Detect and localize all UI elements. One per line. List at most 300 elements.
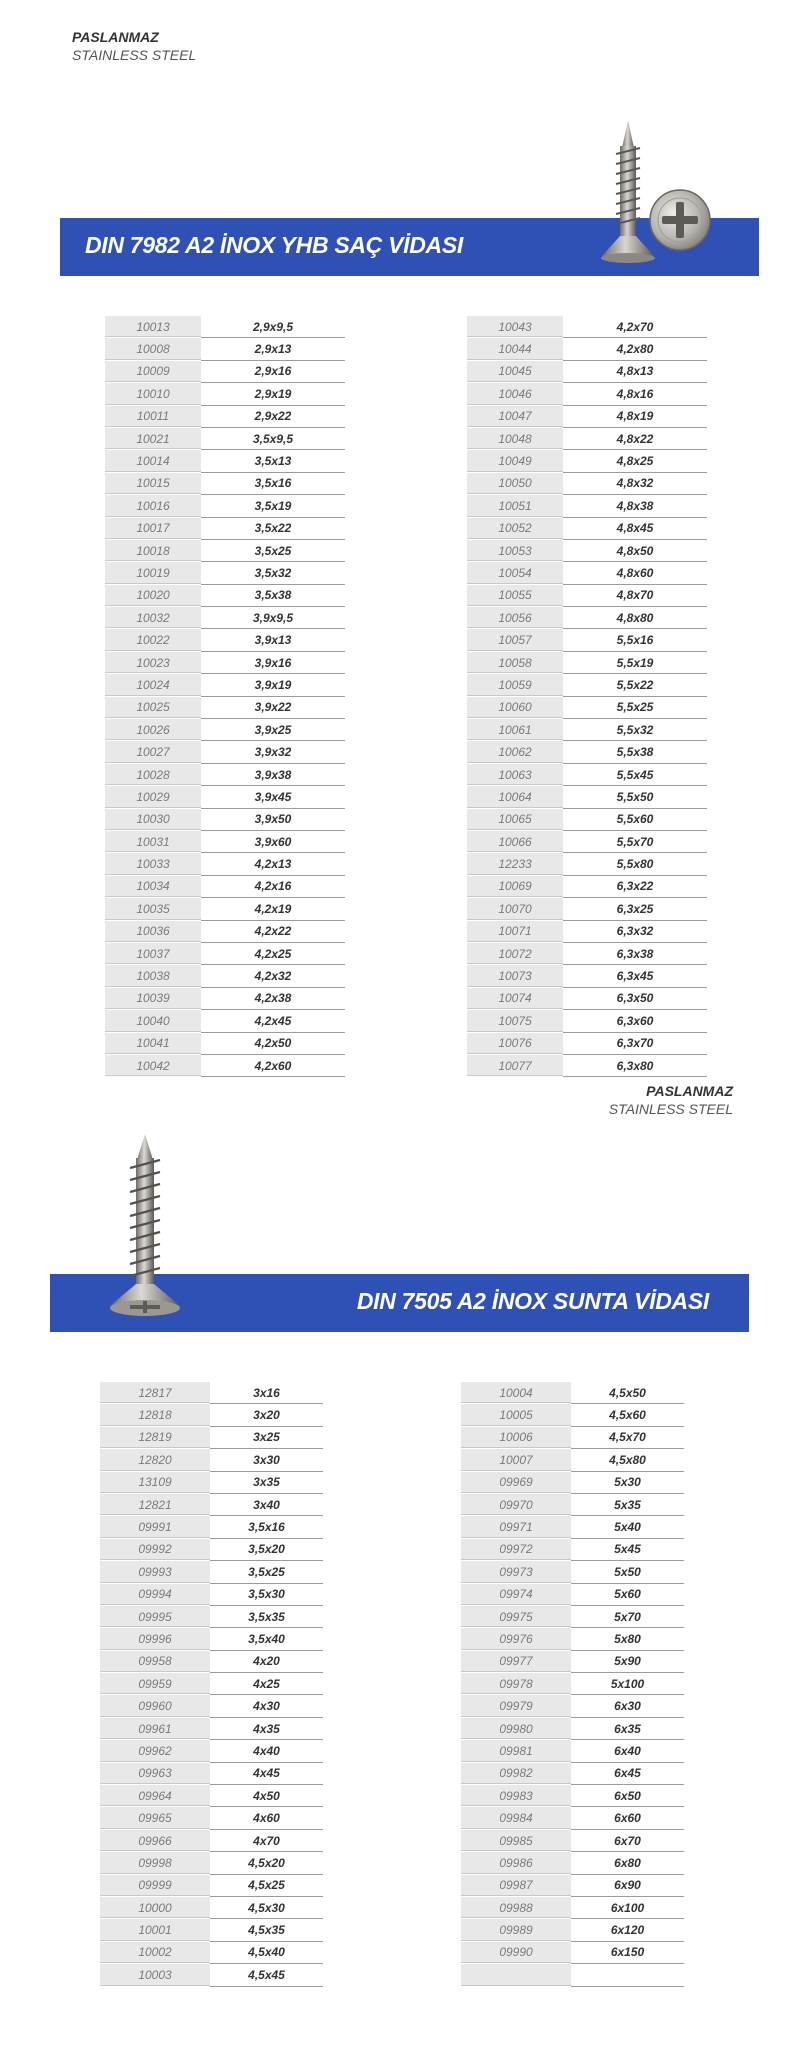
screw-size: 5x45 bbox=[571, 1538, 684, 1560]
screw-size: 5,5x70 bbox=[563, 830, 707, 852]
category-en: STAINLESS STEEL bbox=[72, 47, 197, 63]
screw-size: 3,9x13 bbox=[201, 629, 345, 651]
product-code: 10015 bbox=[105, 472, 201, 494]
screw-size: 3x30 bbox=[210, 1449, 323, 1471]
screw-size: 3,9x19 bbox=[201, 674, 345, 696]
product-code: 10027 bbox=[105, 741, 201, 763]
screw-size: 4x40 bbox=[210, 1740, 323, 1762]
screw-size: 3x25 bbox=[210, 1426, 323, 1448]
table-row bbox=[461, 1829, 684, 1851]
product-code: 10077 bbox=[467, 1054, 563, 1076]
screw-size: 6x80 bbox=[571, 1852, 684, 1874]
table-row bbox=[105, 405, 345, 427]
product-code: 12821 bbox=[100, 1493, 210, 1515]
table-row bbox=[105, 898, 345, 920]
table-row bbox=[105, 316, 345, 338]
product-code: 10037 bbox=[105, 942, 201, 964]
screw-size: 6x40 bbox=[571, 1740, 684, 1762]
product-code: 09989 bbox=[461, 1919, 571, 1941]
category-label bbox=[72, 28, 196, 64]
table-row bbox=[461, 1561, 684, 1583]
table-row bbox=[105, 808, 345, 830]
table-row bbox=[105, 987, 345, 1009]
product-code: 09964 bbox=[100, 1785, 210, 1807]
table-row bbox=[461, 1650, 684, 1672]
table-row bbox=[100, 1695, 323, 1717]
screw-size: 5,5x22 bbox=[563, 674, 707, 696]
table-row bbox=[100, 1561, 323, 1583]
product-code: 09980 bbox=[461, 1717, 571, 1739]
product-code: 10038 bbox=[105, 965, 201, 987]
product-code: 09972 bbox=[461, 1538, 571, 1560]
product-code: 10040 bbox=[105, 1010, 201, 1032]
product-code: 10036 bbox=[105, 920, 201, 942]
screw-size: 3,9x16 bbox=[201, 651, 345, 673]
table-row bbox=[467, 853, 707, 875]
screw-size: 5x50 bbox=[571, 1561, 684, 1583]
table-row bbox=[461, 1762, 684, 1784]
table-row bbox=[461, 1740, 684, 1762]
table-row bbox=[467, 786, 707, 808]
table-row bbox=[100, 1471, 323, 1493]
product-code: 10059 bbox=[467, 674, 563, 696]
table-row bbox=[105, 875, 345, 897]
product-code: 10035 bbox=[105, 898, 201, 920]
product-code: 09979 bbox=[461, 1695, 571, 1717]
product-code: 09990 bbox=[461, 1941, 571, 1963]
table-row bbox=[100, 1785, 323, 1807]
product-code: 10009 bbox=[105, 360, 201, 382]
table-row bbox=[105, 786, 345, 808]
table-row bbox=[105, 1032, 345, 1054]
screw-size: 5x90 bbox=[571, 1650, 684, 1672]
table-row bbox=[100, 1382, 323, 1404]
product-code: 10032 bbox=[105, 607, 201, 629]
table-row bbox=[105, 719, 345, 741]
screw-size: 3,5x22 bbox=[201, 517, 345, 539]
product-code: 10020 bbox=[105, 584, 201, 606]
screw-size: 4,8x70 bbox=[563, 584, 707, 606]
product-code: 09973 bbox=[461, 1561, 571, 1583]
screw-size bbox=[571, 1964, 684, 1986]
table-row bbox=[467, 584, 707, 606]
product-code: 10061 bbox=[467, 719, 563, 741]
table-row bbox=[105, 562, 345, 584]
screw-size: 3x35 bbox=[210, 1471, 323, 1493]
table-row bbox=[467, 1010, 707, 1032]
product-code: 10041 bbox=[105, 1032, 201, 1054]
screw-size: 4,2x19 bbox=[201, 898, 345, 920]
screw-size: 4,2x32 bbox=[201, 965, 345, 987]
product-code: 09963 bbox=[100, 1762, 210, 1784]
table-row bbox=[461, 1673, 684, 1695]
screw-size: 6x70 bbox=[571, 1829, 684, 1851]
screw-size: 4,2x50 bbox=[201, 1032, 345, 1054]
product-code: 10005 bbox=[461, 1404, 571, 1426]
table-row bbox=[461, 1471, 684, 1493]
table-row bbox=[461, 1919, 684, 1941]
table-row bbox=[467, 898, 707, 920]
screw-size: 5,5x60 bbox=[563, 808, 707, 830]
product-code: 10019 bbox=[105, 562, 201, 584]
table-row bbox=[100, 1919, 323, 1941]
table-row bbox=[105, 651, 345, 673]
category-tr: PASLANMAZ bbox=[646, 1083, 733, 1099]
table-row bbox=[467, 383, 707, 405]
product-code: 10030 bbox=[105, 808, 201, 830]
product-code: 10073 bbox=[467, 965, 563, 987]
product-code: 09959 bbox=[100, 1673, 210, 1695]
product-code: 10060 bbox=[467, 696, 563, 718]
screw-size: 5,5x19 bbox=[563, 651, 707, 673]
spec-table-right bbox=[461, 1382, 684, 1987]
product-code: 09995 bbox=[100, 1605, 210, 1627]
product-code: 09969 bbox=[461, 1471, 571, 1493]
product-code: 10050 bbox=[467, 472, 563, 494]
screw-size: 4,8x32 bbox=[563, 472, 707, 494]
table-row bbox=[100, 1852, 323, 1874]
product-code: 09961 bbox=[100, 1717, 210, 1739]
screw-size: 6x150 bbox=[571, 1941, 684, 1963]
category-tr: PASLANMAZ bbox=[72, 29, 159, 45]
self-tapping-screw-image bbox=[590, 118, 720, 268]
table-row bbox=[105, 965, 345, 987]
screw-size: 6x100 bbox=[571, 1896, 684, 1918]
table-row bbox=[100, 1650, 323, 1672]
table-row bbox=[467, 450, 707, 472]
product-code: 10044 bbox=[467, 338, 563, 360]
table-row bbox=[461, 1493, 684, 1515]
product-code: 10034 bbox=[105, 875, 201, 897]
screw-size: 4x30 bbox=[210, 1695, 323, 1717]
screw-size: 5,5x32 bbox=[563, 719, 707, 741]
screw-size: 4,5x45 bbox=[210, 1964, 323, 1986]
table-row bbox=[105, 1054, 345, 1076]
screw-size: 5,5x25 bbox=[563, 696, 707, 718]
screw-size: 4x60 bbox=[210, 1807, 323, 1829]
screw-size: 3,9x60 bbox=[201, 830, 345, 852]
table-row bbox=[467, 360, 707, 382]
product-code: 09975 bbox=[461, 1605, 571, 1627]
screw-size: 4,5x60 bbox=[571, 1404, 684, 1426]
screw-size: 4,2x45 bbox=[201, 1010, 345, 1032]
product-code: 10045 bbox=[467, 360, 563, 382]
screw-size: 4x20 bbox=[210, 1650, 323, 1672]
table-row bbox=[105, 607, 345, 629]
product-code: 10065 bbox=[467, 808, 563, 830]
product-code: 12818 bbox=[100, 1404, 210, 1426]
product-code: 09962 bbox=[100, 1740, 210, 1762]
screw-size: 3,9x32 bbox=[201, 741, 345, 763]
screw-size: 6x35 bbox=[571, 1717, 684, 1739]
product-code: 09991 bbox=[100, 1516, 210, 1538]
product-code: 10014 bbox=[105, 450, 201, 472]
screw-size: 4,2x70 bbox=[563, 316, 707, 338]
product-code: 10025 bbox=[105, 696, 201, 718]
product-title: DIN 7505 A2 İNOX SUNTA VİDASI bbox=[356, 1288, 709, 1314]
product-code: 10000 bbox=[100, 1896, 210, 1918]
product-code: 10011 bbox=[105, 405, 201, 427]
screw-size: 6,3x22 bbox=[563, 875, 707, 897]
screw-size: 4x70 bbox=[210, 1829, 323, 1851]
screw-size: 4,8x50 bbox=[563, 539, 707, 561]
product-code: 09971 bbox=[461, 1516, 571, 1538]
product-code: 09966 bbox=[100, 1829, 210, 1851]
product-code: 09999 bbox=[100, 1874, 210, 1896]
screw-size: 3x40 bbox=[210, 1493, 323, 1515]
screw-size: 3,5x16 bbox=[201, 472, 345, 494]
screw-size: 6x60 bbox=[571, 1807, 684, 1829]
screw-size: 5x40 bbox=[571, 1516, 684, 1538]
table-row bbox=[467, 719, 707, 741]
product-code: 10023 bbox=[105, 651, 201, 673]
category-en: STAINLESS STEEL bbox=[608, 1101, 733, 1117]
screw-size: 4,8x60 bbox=[563, 562, 707, 584]
table-row bbox=[105, 741, 345, 763]
product-code: 09978 bbox=[461, 1673, 571, 1695]
table-row bbox=[100, 1449, 323, 1471]
screw-size: 5x80 bbox=[571, 1628, 684, 1650]
table-row bbox=[105, 920, 345, 942]
product-code: 09958 bbox=[100, 1650, 210, 1672]
product-code: 10008 bbox=[105, 338, 201, 360]
screw-size: 2,9x9,5 bbox=[201, 316, 345, 338]
product-code: 09981 bbox=[461, 1740, 571, 1762]
screw-size: 3,5x13 bbox=[201, 450, 345, 472]
screw-size: 2,9x19 bbox=[201, 383, 345, 405]
table-row bbox=[467, 920, 707, 942]
screw-size: 4x25 bbox=[210, 1673, 323, 1695]
table-row bbox=[105, 763, 345, 785]
product-code: 10007 bbox=[461, 1449, 571, 1471]
table-row bbox=[467, 965, 707, 987]
table-row bbox=[467, 674, 707, 696]
product-code: 10016 bbox=[105, 495, 201, 517]
table-row bbox=[467, 741, 707, 763]
product-code: 10018 bbox=[105, 539, 201, 561]
screw-size: 2,9x22 bbox=[201, 405, 345, 427]
screw-size: 4,8x13 bbox=[563, 360, 707, 382]
product-code: 10070 bbox=[467, 898, 563, 920]
product-code: 10075 bbox=[467, 1010, 563, 1032]
table-row bbox=[105, 338, 345, 360]
product-code: 09970 bbox=[461, 1493, 571, 1515]
table-row bbox=[461, 1449, 684, 1471]
table-row bbox=[105, 383, 345, 405]
table-row bbox=[467, 830, 707, 852]
table-row bbox=[467, 651, 707, 673]
table-row bbox=[461, 1941, 684, 1963]
product-code: 09984 bbox=[461, 1807, 571, 1829]
table-row bbox=[461, 1874, 684, 1896]
screw-size: 3,5x38 bbox=[201, 584, 345, 606]
table-row bbox=[461, 1516, 684, 1538]
table-row bbox=[461, 1807, 684, 1829]
screw-size: 6,3x38 bbox=[563, 942, 707, 964]
product-code: 10049 bbox=[467, 450, 563, 472]
product-code: 09976 bbox=[461, 1628, 571, 1650]
table-row bbox=[467, 696, 707, 718]
screw-size: 4,2x80 bbox=[563, 338, 707, 360]
screw-size: 4,8x38 bbox=[563, 495, 707, 517]
product-code: 13109 bbox=[100, 1471, 210, 1493]
table-row bbox=[461, 1717, 684, 1739]
table-row bbox=[105, 1010, 345, 1032]
table-row bbox=[100, 1673, 323, 1695]
product-code: 12233 bbox=[467, 853, 563, 875]
table-row bbox=[100, 1874, 323, 1896]
screw-size: 4x50 bbox=[210, 1785, 323, 1807]
product-code: 09983 bbox=[461, 1785, 571, 1807]
table-row bbox=[461, 1382, 684, 1404]
product-code: 10066 bbox=[467, 830, 563, 852]
screw-size: 4,5x50 bbox=[571, 1382, 684, 1404]
product-code bbox=[461, 1964, 571, 1986]
product-code: 09993 bbox=[100, 1561, 210, 1583]
screw-size: 3,5x9,5 bbox=[201, 427, 345, 449]
screw-size: 6x45 bbox=[571, 1762, 684, 1784]
table-row bbox=[461, 1852, 684, 1874]
screw-size: 4,5x20 bbox=[210, 1852, 323, 1874]
product-code: 10072 bbox=[467, 942, 563, 964]
table-row bbox=[467, 495, 707, 517]
screw-size: 3,5x35 bbox=[210, 1605, 323, 1627]
table-row bbox=[100, 1964, 323, 1986]
table-row bbox=[100, 1516, 323, 1538]
table-row bbox=[100, 1493, 323, 1515]
table-row bbox=[467, 942, 707, 964]
screw-size: 3,5x16 bbox=[210, 1516, 323, 1538]
table-row bbox=[467, 405, 707, 427]
product-code: 10017 bbox=[105, 517, 201, 539]
table-row bbox=[100, 1807, 323, 1829]
product-code: 10055 bbox=[467, 584, 563, 606]
screw-size: 4,5x30 bbox=[210, 1896, 323, 1918]
table-row bbox=[467, 875, 707, 897]
screw-size: 4x45 bbox=[210, 1762, 323, 1784]
product-code: 09996 bbox=[100, 1628, 210, 1650]
screw-size: 4,2x16 bbox=[201, 875, 345, 897]
table-row bbox=[467, 808, 707, 830]
screw-size: 5x70 bbox=[571, 1605, 684, 1627]
screw-size: 6,3x80 bbox=[563, 1054, 707, 1076]
table-row bbox=[467, 987, 707, 1009]
screw-size: 3,5x40 bbox=[210, 1628, 323, 1650]
product-code: 10058 bbox=[467, 651, 563, 673]
table-row bbox=[467, 316, 707, 338]
screw-size: 3,9x9,5 bbox=[201, 607, 345, 629]
table-row bbox=[105, 674, 345, 696]
screw-size: 4,5x35 bbox=[210, 1919, 323, 1941]
product-code: 10074 bbox=[467, 987, 563, 1009]
screw-size: 3,5x32 bbox=[201, 562, 345, 584]
table-row bbox=[467, 1054, 707, 1076]
product-code: 10028 bbox=[105, 763, 201, 785]
screw-size: 3x20 bbox=[210, 1404, 323, 1426]
product-code: 10029 bbox=[105, 786, 201, 808]
product-code: 10006 bbox=[461, 1426, 571, 1448]
screw-size: 4,2x13 bbox=[201, 853, 345, 875]
table-row bbox=[100, 1628, 323, 1650]
product-code: 09982 bbox=[461, 1762, 571, 1784]
table-row bbox=[105, 517, 345, 539]
screw-size: 3,5x25 bbox=[201, 539, 345, 561]
screw-size: 3x16 bbox=[210, 1382, 323, 1404]
screw-size: 6x30 bbox=[571, 1695, 684, 1717]
screw-size: 5x100 bbox=[571, 1673, 684, 1695]
table-row bbox=[461, 1583, 684, 1605]
table-row bbox=[105, 696, 345, 718]
product-code: 10022 bbox=[105, 629, 201, 651]
table-row bbox=[100, 1941, 323, 1963]
screw-size: 5,5x16 bbox=[563, 629, 707, 651]
table-row bbox=[467, 562, 707, 584]
product-code: 10076 bbox=[467, 1032, 563, 1054]
product-code: 10021 bbox=[105, 427, 201, 449]
screw-size: 3,5x25 bbox=[210, 1561, 323, 1583]
screw-size: 4,8x80 bbox=[563, 607, 707, 629]
table-row bbox=[105, 427, 345, 449]
product-code: 10046 bbox=[467, 383, 563, 405]
table-row bbox=[105, 830, 345, 852]
table-row bbox=[461, 1538, 684, 1560]
table-row bbox=[100, 1896, 323, 1918]
screw-size: 3,9x38 bbox=[201, 763, 345, 785]
screw-size: 5x35 bbox=[571, 1493, 684, 1515]
screw-size: 3,5x19 bbox=[201, 495, 345, 517]
table-row bbox=[100, 1538, 323, 1560]
screw-size: 4,5x70 bbox=[571, 1426, 684, 1448]
screw-size: 6,3x60 bbox=[563, 1010, 707, 1032]
table-row bbox=[461, 1426, 684, 1448]
product-code: 10024 bbox=[105, 674, 201, 696]
screw-size: 3,5x20 bbox=[210, 1538, 323, 1560]
screw-size: 4,8x25 bbox=[563, 450, 707, 472]
table-row bbox=[100, 1829, 323, 1851]
spec-table-left bbox=[100, 1382, 323, 1987]
screw-size: 5x30 bbox=[571, 1471, 684, 1493]
product-code: 09987 bbox=[461, 1874, 571, 1896]
product-code: 10052 bbox=[467, 517, 563, 539]
table-row bbox=[105, 472, 345, 494]
screw-size: 5,5x45 bbox=[563, 763, 707, 785]
spec-table-left bbox=[105, 316, 345, 1077]
product-code: 09994 bbox=[100, 1583, 210, 1605]
table-row bbox=[100, 1605, 323, 1627]
screw-size: 5,5x50 bbox=[563, 786, 707, 808]
screw-size: 4,5x40 bbox=[210, 1941, 323, 1963]
product-code: 10054 bbox=[467, 562, 563, 584]
table-row bbox=[100, 1404, 323, 1426]
product-code: 10064 bbox=[467, 786, 563, 808]
screw-size: 4,2x60 bbox=[201, 1054, 345, 1076]
table-row bbox=[467, 1032, 707, 1054]
table-row bbox=[461, 1785, 684, 1807]
screw-size: 4,2x25 bbox=[201, 942, 345, 964]
table-row bbox=[100, 1426, 323, 1448]
screw-size: 3,9x25 bbox=[201, 719, 345, 741]
product-code: 10071 bbox=[467, 920, 563, 942]
product-code: 12819 bbox=[100, 1426, 210, 1448]
table-row bbox=[105, 539, 345, 561]
product-code: 09960 bbox=[100, 1695, 210, 1717]
screw-size: 3,9x45 bbox=[201, 786, 345, 808]
screw-size: 4,8x45 bbox=[563, 517, 707, 539]
screw-size: 6x50 bbox=[571, 1785, 684, 1807]
table-row bbox=[105, 942, 345, 964]
product-code: 10053 bbox=[467, 539, 563, 561]
product-code: 09977 bbox=[461, 1650, 571, 1672]
